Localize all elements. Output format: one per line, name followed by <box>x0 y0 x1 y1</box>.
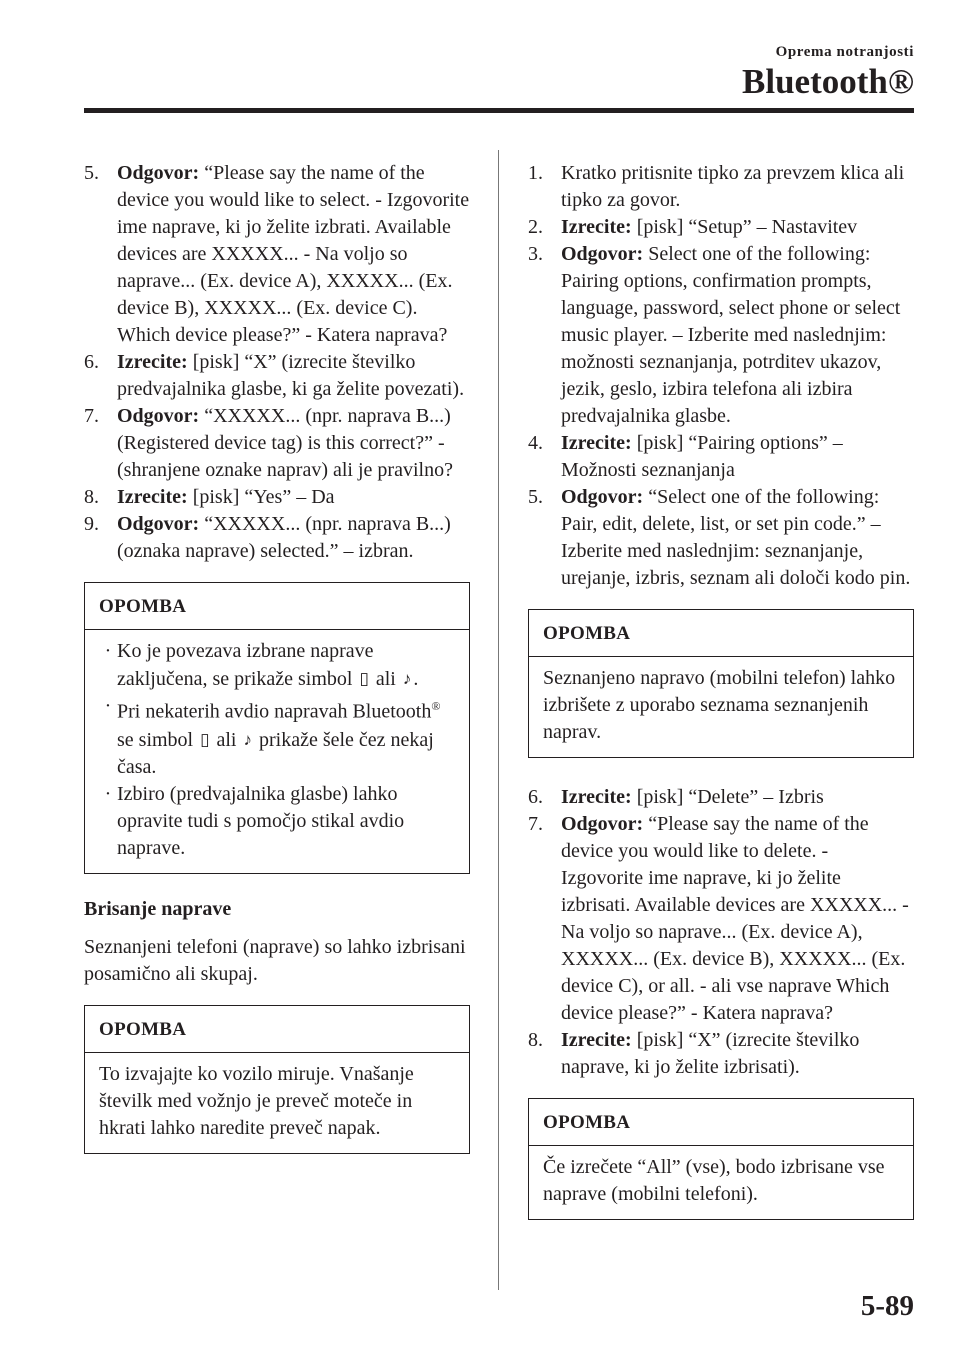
note-list <box>99 638 455 862</box>
step-content: [pisk] “Delete” – Izbris <box>631 786 824 808</box>
step-item <box>528 784 914 811</box>
left-column <box>84 160 470 1174</box>
step-item <box>84 403 470 484</box>
note-box <box>528 1098 914 1220</box>
note-text: Seznanjeno napravo (mobilni telefon) lahko izbrišete z uporabo seznama seznanjenih naprav. <box>543 667 896 743</box>
step-content: [pisk] “X” (izrecite številko predvajalnika glasbe, ki ga želite povezati). <box>117 351 465 400</box>
step-content: “Please say the name of the device you would like to delete. - Izgovorite ime naprave, ki jo želite izbrisati. Available devices are XXXXX... - Na voljo so naprave... (Ex. device A), XXXXX... (Ex. device B), XXXXX... (Ex. device C), or all. - ali vse naprave Which device please?” - Katera naprava? <box>561 813 909 1024</box>
step-number: 1. <box>528 162 543 184</box>
step-text <box>561 241 914 430</box>
step-item <box>84 160 470 349</box>
step-number: 6. <box>528 786 543 808</box>
step-label: Izrecite: <box>561 786 632 808</box>
step-item <box>528 811 914 1027</box>
step-content: “Select one of the following: Pair, edit, delete, list, or set pin code.” – Izberite med naslednjim: seznanjanje, urejanje, izbris, seznam ali določi kodo pin. <box>561 486 911 589</box>
page-number: 5-89 <box>860 1290 914 1322</box>
step-label: Odgovor: <box>117 405 200 427</box>
battery-icon: ▯ <box>359 669 369 688</box>
step-label: Izrecite: <box>561 1029 632 1051</box>
step-text <box>561 430 914 484</box>
bullet-icon: · <box>104 695 112 717</box>
note-text: Če izrečete “All” (vse), bodo izbrisane vse naprave (mobilni telefoni). <box>543 1156 885 1205</box>
step-text <box>117 349 470 403</box>
step-content: “Please say the name of the device you would like to select. - Izgovorite ime naprave, ki jo želite izbrati. Available devices are XXXXX... - Na voljo so naprave... (Ex. device A), XXXXX... (Ex. device B), XXXXX... (Ex. device C). Which device please?” - Katera naprava? <box>117 162 470 346</box>
step-content: Kratko pritisnite tipko za prevzem klica ali tipko za govor. <box>561 162 905 211</box>
note-heading: OPOMBA <box>529 1099 913 1146</box>
step-text <box>117 160 470 349</box>
note-item-text: Izbiro (predvajalnika glasbe) lahko opravite tudi s pomočjo stikal avdio naprave. <box>117 782 405 859</box>
music-note-icon: ♪ <box>243 729 252 749</box>
step-content: [pisk] “Pairing options” – Možnosti seznanjanja <box>561 432 843 481</box>
step-label: Odgovor: <box>561 813 644 835</box>
header-rule <box>84 108 914 113</box>
step-number: 3. <box>528 243 543 265</box>
note-box <box>84 1005 470 1154</box>
right-column <box>528 160 914 1240</box>
step-content: “XXXXX... (npr. naprava B...) (Registered device tag) is this correct?” - (shranjene oznake naprav) ali je pravilno? <box>117 405 453 481</box>
note-heading: OPOMBA <box>85 1006 469 1053</box>
subsection-heading: Brisanje naprave <box>84 897 232 920</box>
step-number: 5. <box>528 486 543 508</box>
note-box <box>528 609 914 758</box>
step-item <box>84 484 470 511</box>
step-content: [pisk] “Setup” – Nastavitev <box>631 216 858 238</box>
step-label: Odgovor: <box>117 162 200 184</box>
step-number: 5. <box>84 162 99 184</box>
step-list <box>528 784 914 1081</box>
column-divider <box>498 150 499 1290</box>
bullet-icon: · <box>104 640 112 662</box>
step-item <box>84 349 470 403</box>
step-text <box>117 403 470 484</box>
step-number: 4. <box>528 432 543 454</box>
step-label: Izrecite: <box>561 216 632 238</box>
section-name: Oprema notranjosti <box>775 44 914 60</box>
step-number: 9. <box>84 513 99 535</box>
step-label: Odgovor: <box>561 243 644 265</box>
step-number: 2. <box>528 216 543 238</box>
step-text <box>561 811 914 1027</box>
step-text <box>561 784 914 811</box>
step-item <box>528 160 914 214</box>
step-number: 6. <box>84 351 99 373</box>
note-text: To izvajajte ko vozilo miruje. Vnašanje številk med vožnjo je preveč moteče in hkrati lahko naredite preveč napak. <box>99 1062 414 1139</box>
step-content: “XXXXX... (npr. naprava B...) (oznaka naprave) selected.” – izbran. <box>117 513 451 562</box>
step-list <box>528 160 914 592</box>
registered-mark: ® <box>431 699 441 713</box>
step-label: Izrecite: <box>561 432 632 454</box>
note-item-text: Pri nekaterih avdio napravah Bluetooth® se simbol ▯ ali ♪ prikaže šele čez nekaj časa. <box>117 699 441 778</box>
step-content: Select one of the following: Pairing options, confirmation prompts, language, password, select phone or select music player. – Izberite med naslednjim: možnosti seznanjanja, potrditev ukazov, jezik, geslo, izbira telefona ali izbira predvajalnika glasbe. <box>561 243 901 427</box>
note-item-text: Ko je povezava izbrane naprave zaključena, se prikaže simbol ▯ ali ♪ . <box>117 640 419 690</box>
step-text <box>561 160 914 214</box>
step-item <box>528 241 914 430</box>
step-item <box>84 511 470 565</box>
step-item <box>528 484 914 592</box>
step-number: 7. <box>84 405 99 427</box>
step-text <box>561 1027 914 1081</box>
step-label: Izrecite: <box>117 486 188 508</box>
step-item <box>528 214 914 241</box>
note-box <box>84 582 470 874</box>
step-label: Odgovor: <box>117 513 200 535</box>
step-number: 8. <box>84 486 99 508</box>
bullet-icon: · <box>104 782 112 805</box>
note-item <box>99 638 455 693</box>
step-content: [pisk] “X” (izrecite številko naprave, ki jo želite izbrisati). <box>561 1029 860 1078</box>
step-text <box>117 484 470 511</box>
step-number: 8. <box>528 1029 543 1051</box>
page-title: Bluetooth® <box>742 62 914 101</box>
step-content: [pisk] “Yes” – Da <box>187 486 335 508</box>
step-text <box>117 511 470 565</box>
music-note-icon: ♪ <box>402 669 412 688</box>
battery-icon: ▯ <box>200 729 210 749</box>
note-item <box>99 693 455 781</box>
step-label: Odgovor: <box>561 486 644 508</box>
step-item <box>528 1027 914 1081</box>
note-heading: OPOMBA <box>529 610 913 657</box>
step-list <box>84 160 470 565</box>
note-body <box>85 630 469 873</box>
note-heading: OPOMBA <box>85 583 469 630</box>
step-item <box>528 430 914 484</box>
step-text <box>561 484 914 592</box>
note-item <box>99 781 455 862</box>
paragraph: Seznanjeni telefoni (naprave) so lahko izbrisani posamično ali skupaj. <box>84 935 466 985</box>
step-text <box>561 214 914 241</box>
step-label: Izrecite: <box>117 351 188 373</box>
step-number: 7. <box>528 813 543 835</box>
